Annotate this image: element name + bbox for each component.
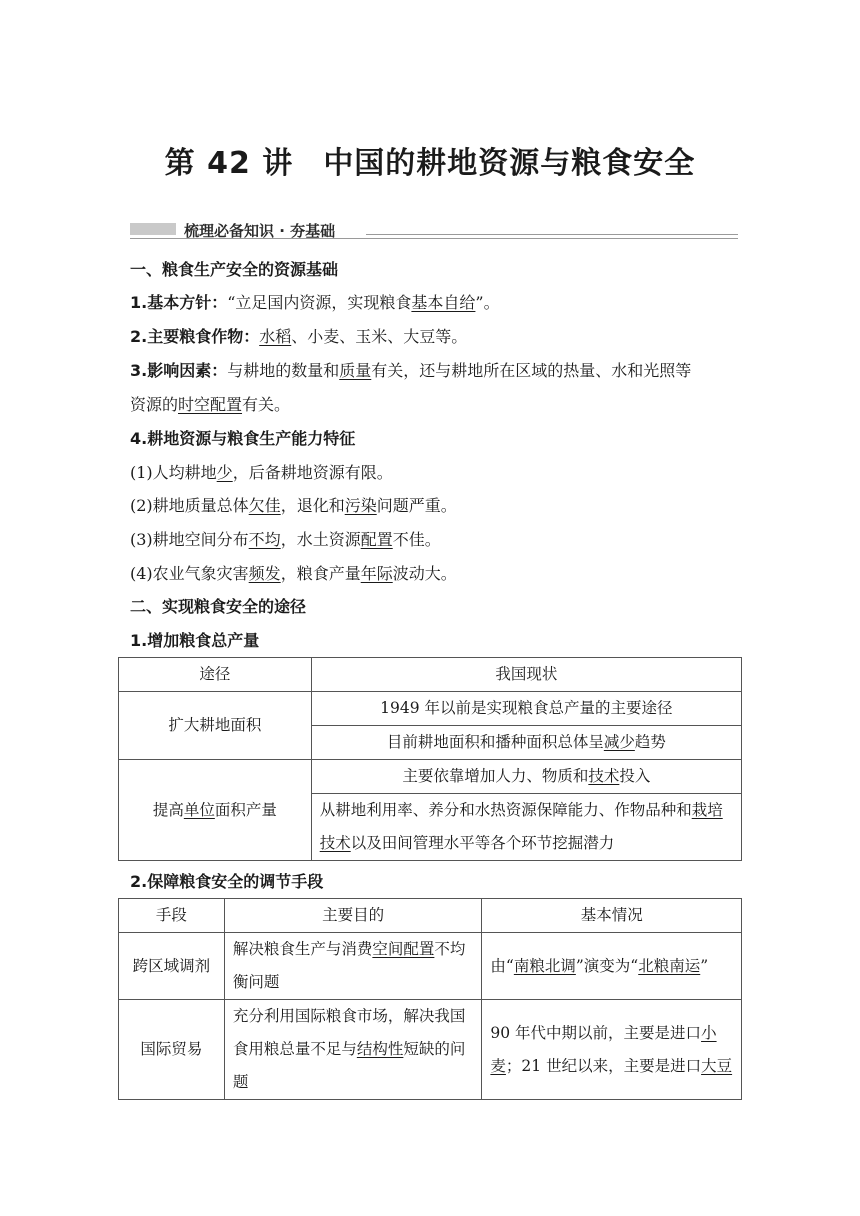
p3-text: 有关。 <box>242 395 291 414</box>
table-row <box>119 760 742 794</box>
item-text: ，后备耕地资源有限。 <box>232 463 393 482</box>
item-answer: 少 <box>216 463 233 482</box>
paragraph-2 <box>130 326 467 348</box>
banner-label: 梳理必备知识 · 夯基础 <box>184 222 336 240</box>
table-row <box>119 933 742 1000</box>
table-header-cell: 基本情况 <box>482 899 742 933</box>
table-header-row <box>119 658 742 692</box>
cell-text: 不均衡问题 <box>232 940 466 991</box>
paragraph-3-cont <box>130 394 290 416</box>
banner-line <box>366 234 738 235</box>
table-row <box>119 1000 742 1100</box>
p1-text: “立足国内资源，实现粮食 <box>227 293 412 312</box>
item-answer: 频发 <box>248 564 281 583</box>
item-text: (4)农业气象灾害 <box>130 564 249 583</box>
p1-label: 1.基本方针： <box>130 293 228 312</box>
cell-answer: 北粮南运 <box>638 956 701 975</box>
list-item <box>130 462 393 484</box>
lesson-number: 第 42 讲 <box>164 146 294 181</box>
table-header-cell: 手段 <box>119 899 225 933</box>
p3-label: 3.影响因素： <box>130 361 228 380</box>
subheading-2: 2.保障粮食安全的调节手段 <box>130 872 324 891</box>
item-text: 不佳。 <box>392 530 441 549</box>
item-text: ，退化和 <box>280 496 345 515</box>
cell-answer: 栽培技术 <box>319 801 723 852</box>
paragraph-4: 4.耕地资源与粮食生产能力特征 <box>130 429 356 448</box>
item-text: (3)耕地空间分布 <box>130 530 249 549</box>
p1-text: ”。 <box>475 293 500 312</box>
item-text: (2)耕地质量总体 <box>130 496 249 515</box>
cell-answer: 南粮北调 <box>513 956 576 975</box>
table-cell <box>311 794 741 861</box>
item-text: (1)人均耕地 <box>130 463 217 482</box>
item-answer: 年际 <box>360 564 393 583</box>
section2-heading: 二、实现粮食安全的途径 <box>130 597 307 616</box>
cell-answer: 小麦 <box>490 1023 717 1075</box>
cell-answer: 减少 <box>603 733 635 751</box>
cell-answer: 技术 <box>588 767 620 785</box>
page-title <box>0 138 860 182</box>
p3-text: 资源的 <box>130 395 179 414</box>
item-text: ，粮食产量 <box>280 564 361 583</box>
item-answer: 欠佳 <box>248 496 281 515</box>
cell-text: 主要依靠增加人力、物质和 <box>402 767 589 785</box>
table-cell <box>311 760 741 794</box>
cell-answer: 结构性 <box>356 1040 404 1058</box>
list-item <box>130 563 457 585</box>
table-header-cell: 途径 <box>119 658 312 692</box>
table-header-cell: 我国现状 <box>311 658 741 692</box>
p3-answer: 质量 <box>339 361 372 380</box>
cell-text: 投入 <box>619 767 651 785</box>
list-item <box>130 529 441 551</box>
cell-answer: 单位 <box>183 800 215 819</box>
table-cell: 扩大耕地面积 <box>119 692 312 760</box>
cell-text: 解决粮食生产与消费 <box>232 940 373 958</box>
table-cell: 跨区域调剂 <box>119 933 225 1000</box>
table-increase-output <box>118 657 742 861</box>
cell-answer: 大豆 <box>701 1056 733 1075</box>
cell-text: 由“ <box>490 956 514 975</box>
table-header-row <box>119 899 742 933</box>
paragraph-3 <box>130 360 691 382</box>
table-cell <box>311 726 741 760</box>
item-answer: 配置 <box>360 530 393 549</box>
lesson-name: 中国的耕地资源与粮食安全 <box>323 146 696 181</box>
table-row <box>119 692 742 726</box>
table-cell <box>224 933 482 1000</box>
cell-answer: 空间配置 <box>372 940 435 958</box>
cell-text: 趋势 <box>634 733 666 751</box>
p2-text: 、小麦、玉米、大豆等。 <box>291 327 468 346</box>
item-text: 问题严重。 <box>376 496 457 515</box>
table-cell <box>482 933 742 1000</box>
item-text: 波动大。 <box>392 564 457 583</box>
item-text: ，水土资源 <box>280 530 361 549</box>
cell-text: 以及田间管理水平等各个环节挖掘潜力 <box>350 834 615 852</box>
table-regulation-means <box>118 898 742 1100</box>
cell-text: ” <box>700 956 709 975</box>
table-cell <box>224 1000 482 1100</box>
banner-line <box>130 238 738 239</box>
p3-text: 有关，还与耕地所在区域的热量、水和光照等 <box>371 361 692 380</box>
table-header-cell: 主要目的 <box>224 899 482 933</box>
section-banner <box>130 220 738 242</box>
cell-text: 目前耕地面积和播种面积总体呈 <box>386 733 604 751</box>
cell-text: 90 年代中期以前，主要是进口 <box>490 1023 702 1042</box>
item-answer: 污染 <box>344 496 377 515</box>
item-answer: 不均 <box>248 530 281 549</box>
table-cell <box>482 1000 742 1100</box>
p3-answer: 时空配置 <box>178 395 243 414</box>
p2-label: 2.主要粮食作物： <box>130 327 260 346</box>
p2-answer: 水稻 <box>259 327 292 346</box>
subheading-1: 1.增加粮食总产量 <box>130 631 260 650</box>
table-cell: 国际贸易 <box>119 1000 225 1100</box>
cell-text: ”演变为“ <box>575 956 639 975</box>
p1-answer: 基本自给 <box>411 293 476 312</box>
cell-text: ；21 世纪以来，主要是进口 <box>505 1056 702 1075</box>
cell-text: 面积产量 <box>214 800 277 819</box>
table-cell: 1949 年以前是实现粮食总产量的主要途径 <box>311 692 741 726</box>
list-item <box>130 495 457 517</box>
cell-text: 提高 <box>152 800 184 819</box>
paragraph-1 <box>130 292 500 314</box>
p3-text: 与耕地的数量和 <box>227 361 340 380</box>
cell-text: 充分利用国际粮食市场，解决我国食用粮总量不足与 <box>232 1007 466 1058</box>
cell-text: 从耕地利用率、养分和水热资源保障能力、作物品种和 <box>319 801 692 819</box>
banner-bar <box>130 223 176 235</box>
cell-text: 短缺的问题 <box>232 1040 466 1091</box>
table-cell <box>119 760 312 861</box>
section1-heading: 一、粮食生产安全的资源基础 <box>130 260 339 279</box>
